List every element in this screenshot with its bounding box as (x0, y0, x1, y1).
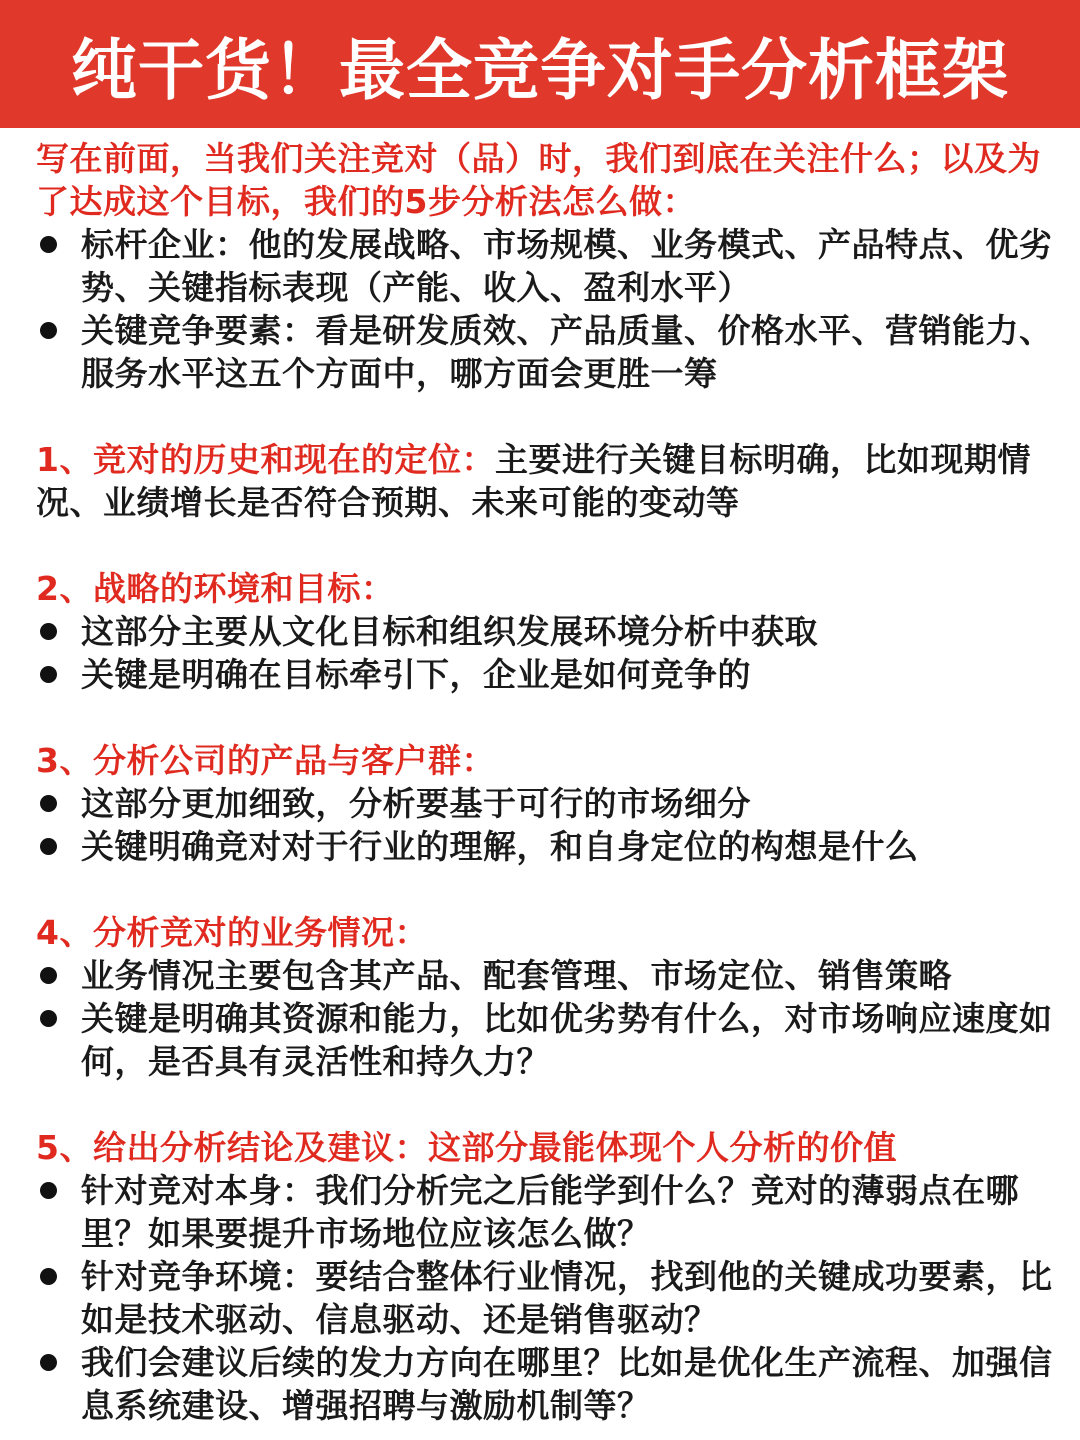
bullet-text: 针对竞对本身：我们分析完之后能学到什么？竞对的薄弱点在哪里？如果要提升市场地位应该怎么做？ (81, 1171, 1019, 1253)
section-heading (36, 911, 1056, 954)
section-heading (36, 567, 1056, 610)
bullet-item (36, 223, 1056, 309)
bullet-item (36, 309, 1056, 395)
bullet-dot-icon (40, 1010, 57, 1027)
intro-bullet-list (36, 223, 1056, 395)
section-heading (36, 438, 1056, 524)
bullet-item (36, 954, 1056, 997)
bullet-text: 关键竞争要素：看是研发质效、产品质量、价格水平、营销能力、服务水平这五个方面中，哪方面会更胜一筹 (81, 311, 1053, 393)
bullet-item (36, 1341, 1056, 1427)
bullet-text: 这部分主要从文化目标和组织发展环境分析中获取 (81, 612, 818, 651)
section-heading (36, 1126, 1056, 1169)
page-title: 纯干货！最全竞争对手分析框架 (71, 31, 1009, 109)
section-title: 2、战略的环境和目标： (36, 569, 395, 608)
bullet-text: 我们会建议后续的发力方向在哪里？比如是优化生产流程、加强信息系统建设、增强招聘与激励机制等？ (81, 1343, 1053, 1425)
bullet-item (36, 1169, 1056, 1255)
bullet-dot-icon (40, 1182, 57, 1199)
bullet-dot-icon (40, 236, 57, 253)
bullet-item (36, 1255, 1056, 1341)
bullet-item (36, 825, 1056, 868)
title-banner (0, 0, 1080, 128)
section-title: 4、分析竞对的业务情况： (36, 913, 428, 952)
bullet-item (36, 782, 1056, 825)
section-title: 5、给出分析结论及建议：这部分最能体现个人分析的价值 (36, 1128, 897, 1167)
section-5 (36, 1126, 1056, 1427)
section-4 (36, 911, 1056, 1083)
bullet-dot-icon (40, 1268, 57, 1285)
section-bullet-list (36, 954, 1056, 1083)
section-3 (36, 739, 1056, 868)
bullet-text: 这部分更加细致，分析要基于可行的市场细分 (81, 784, 751, 823)
bullet-dot-icon (40, 967, 57, 984)
bullet-dot-icon (40, 666, 57, 683)
bullet-text: 针对竞争环境：要结合整体行业情况，找到他的关键成功要素，比如是技术驱动、信息驱动、还是销售驱动？ (81, 1257, 1053, 1339)
bullet-text: 关键明确竞对对于行业的理解，和自身定位的构想是什么 (81, 827, 919, 866)
section-2 (36, 567, 1056, 696)
section-body: 主要进行关键目标明确，比如现期情况、业绩增长是否符合预期、未来可能的变动等 (36, 440, 1031, 522)
section-bullet-list (36, 610, 1056, 696)
article-body (36, 137, 1056, 1427)
bullet-text: 关键是明确在目标牵引下，企业是如何竞争的 (81, 655, 751, 694)
section-title: 1、竞对的历史和现在的定位： (36, 440, 495, 479)
bullet-text: 标杆企业：他的发展战略、市场规模、业务模式、产品特点、优劣势、关键指标表现（产能、收入、盈利水平） (81, 225, 1053, 307)
section-1 (36, 438, 1056, 524)
bullet-text: 关键是明确其资源和能力，比如优劣势有什么，对市场响应速度如何，是否具有灵活性和持久力？ (81, 999, 1053, 1081)
section-title: 3、分析公司的产品与客户群： (36, 741, 495, 780)
bullet-dot-icon (40, 795, 57, 812)
section-bullet-list (36, 1169, 1056, 1427)
intro-text: 写在前面，当我们关注竞对（品）时，我们到底在关注什么；以及为了达成这个目标，我们的5步分析法怎么做： (36, 139, 1041, 221)
bullet-dot-icon (40, 623, 57, 640)
intro-section (36, 137, 1056, 395)
bullet-dot-icon (40, 1354, 57, 1371)
bullet-item (36, 610, 1056, 653)
section-heading (36, 739, 1056, 782)
bullet-text: 业务情况主要包含其产品、配套管理、市场定位、销售策略 (81, 956, 952, 995)
bullet-item (36, 997, 1056, 1083)
bullet-item (36, 653, 1056, 696)
bullet-dot-icon (40, 322, 57, 339)
bullet-dot-icon (40, 838, 57, 855)
section-bullet-list (36, 782, 1056, 868)
